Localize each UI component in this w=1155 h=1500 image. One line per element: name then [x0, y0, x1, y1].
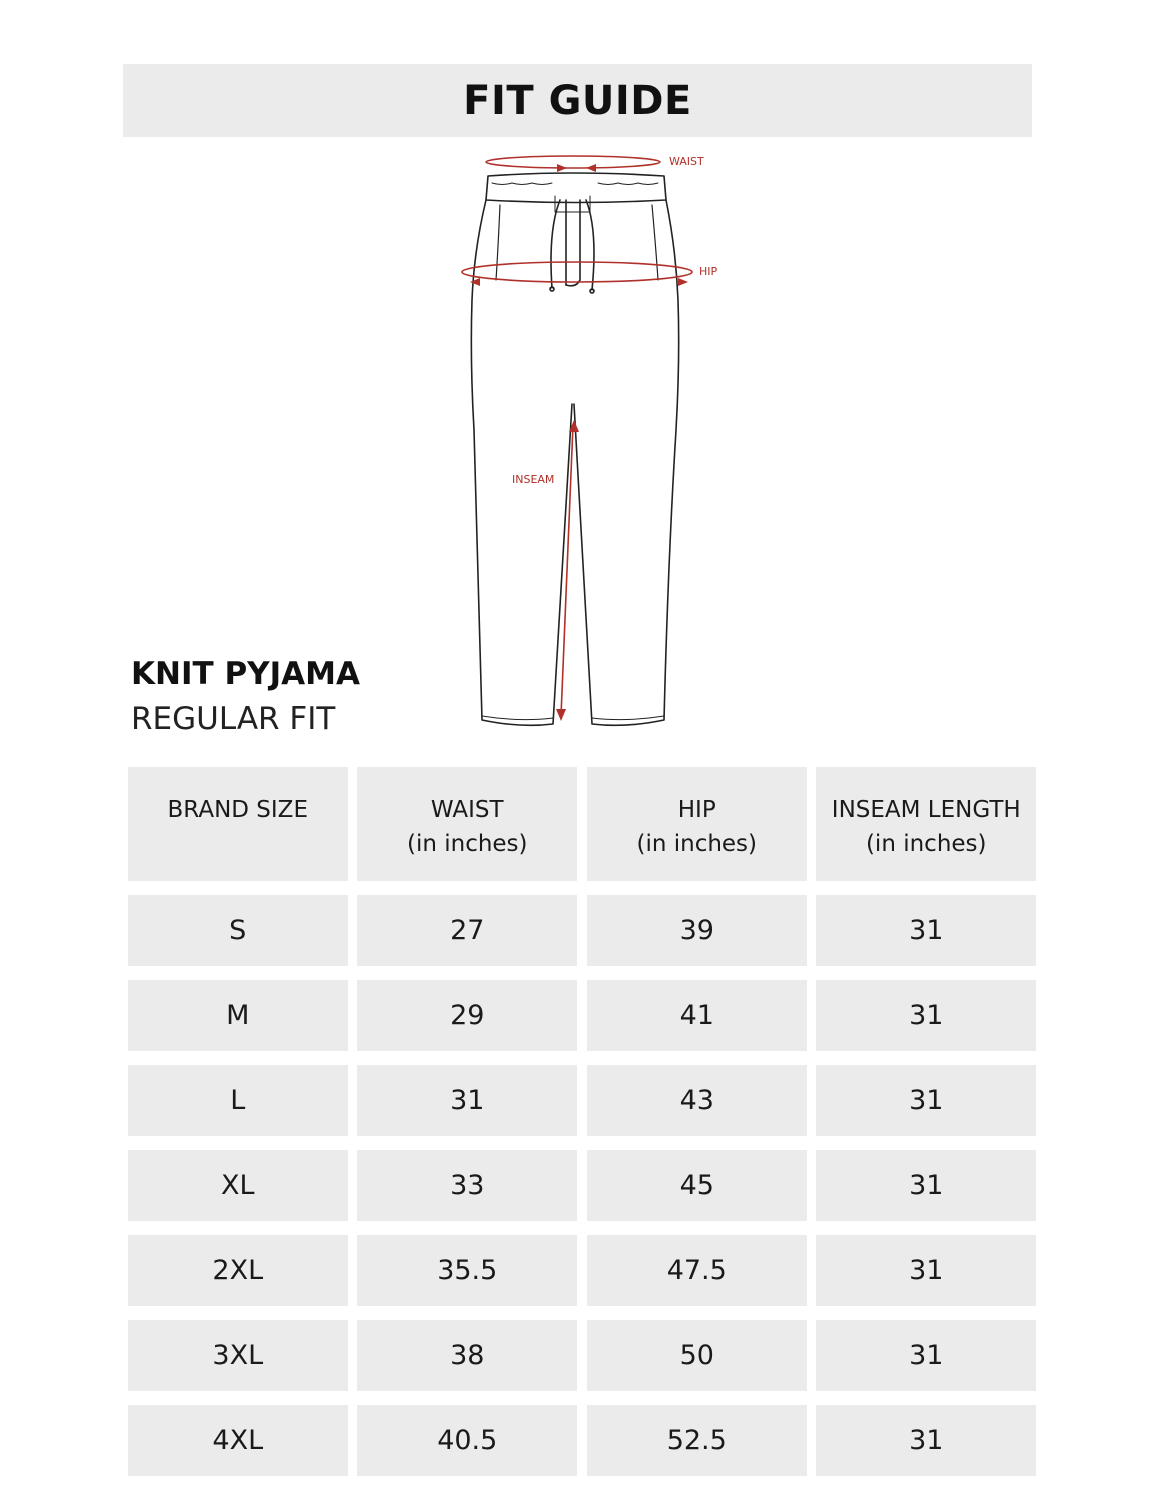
cell-inseam: 31: [816, 1405, 1036, 1476]
cell-hip: 45: [587, 1150, 807, 1221]
cell-size: S: [128, 895, 348, 966]
inseam-label: INSEAM: [512, 473, 555, 486]
header-line: HIP: [677, 797, 716, 823]
cell-inseam: 31: [816, 1320, 1036, 1391]
cell-inseam: 31: [816, 1150, 1036, 1221]
cell-waist: 29: [357, 980, 577, 1051]
cell-size: 2XL: [128, 1235, 348, 1306]
header-inseam-length: [816, 767, 1036, 881]
cell-inseam: 31: [816, 1235, 1036, 1306]
cell-hip: 43: [587, 1065, 807, 1136]
cell-waist: 31: [357, 1065, 577, 1136]
cell-size: M: [128, 980, 348, 1051]
cell-size: 3XL: [128, 1320, 348, 1391]
cell-size: L: [128, 1065, 348, 1136]
page-title: FIT GUIDE: [463, 77, 692, 124]
pants-outline: [471, 173, 678, 725]
header-waist: [357, 767, 577, 881]
waist-marker: [486, 156, 660, 168]
cell-waist: 40.5: [357, 1405, 577, 1476]
cell-waist: 38: [357, 1320, 577, 1391]
hip-label: HIP: [699, 265, 718, 278]
cell-hip: 50: [587, 1320, 807, 1391]
measure-markers: [462, 156, 692, 716]
cell-inseam: 31: [816, 980, 1036, 1051]
header-line: WAIST: [430, 797, 504, 823]
header-unit: (in inches): [406, 831, 528, 857]
cell-inseam: 31: [816, 895, 1036, 966]
header-hip: [587, 767, 807, 881]
table-row: [123, 1060, 1041, 1141]
header-brand-size: [128, 767, 348, 881]
header-unit: (in inches): [865, 831, 987, 857]
cell-hip: 39: [587, 895, 807, 966]
cell-waist: 27: [357, 895, 577, 966]
header-unit: (in inches): [636, 831, 758, 857]
table-row: [123, 890, 1041, 971]
table-header-row: [123, 762, 1041, 886]
table-row: [123, 1145, 1041, 1226]
table-row: [123, 1315, 1041, 1396]
size-table: [123, 762, 1041, 1481]
cell-hip: 52.5: [587, 1405, 807, 1476]
cell-size: 4XL: [128, 1405, 348, 1476]
product-name: KNIT PYJAMA: [131, 656, 360, 692]
table-row: [123, 975, 1041, 1056]
cell-inseam: 31: [816, 1065, 1036, 1136]
fit-type: REGULAR FIT: [131, 701, 336, 737]
cell-waist: 35.5: [357, 1235, 577, 1306]
waist-label: WAIST: [669, 155, 704, 168]
table-row: [123, 1230, 1041, 1311]
header-line: INSEAM LENGTH: [831, 797, 1021, 823]
cell-size: XL: [128, 1150, 348, 1221]
cell-hip: 47.5: [587, 1235, 807, 1306]
header-line: BRAND SIZE: [167, 797, 308, 823]
cell-hip: 41: [587, 980, 807, 1051]
cell-waist: 33: [357, 1150, 577, 1221]
table-row: [123, 1400, 1041, 1481]
